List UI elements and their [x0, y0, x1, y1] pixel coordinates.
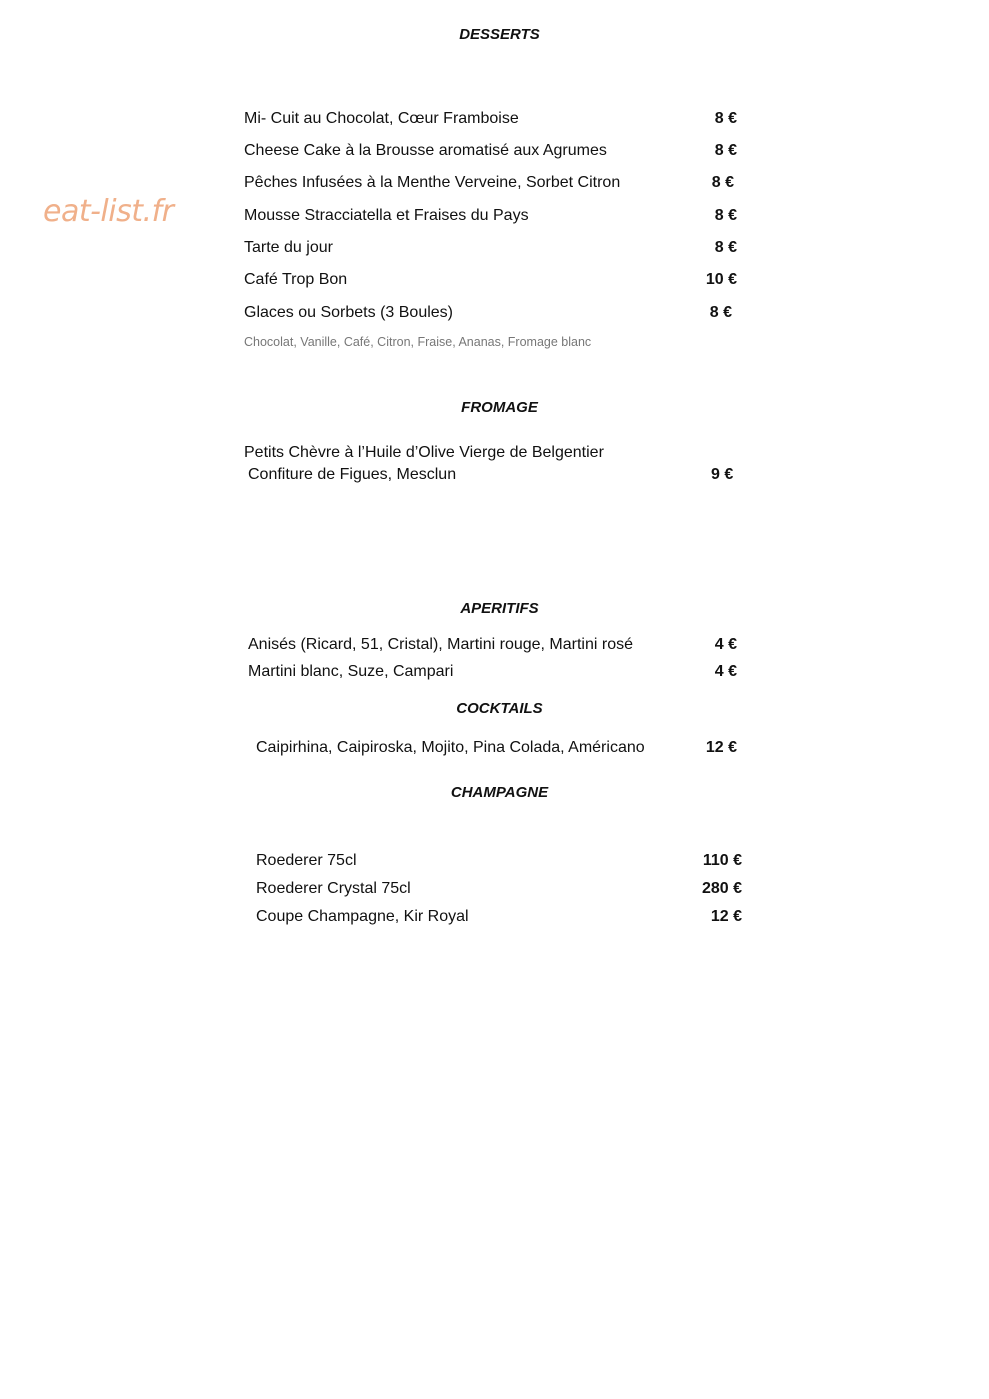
item-name: Pêches Infusées à la Menthe Verveine, Sorbet Citron: [244, 174, 621, 191]
menu-item: [248, 661, 744, 683]
item-name: Mousse Stracciatella et Fraises du Pays: [244, 207, 529, 224]
item-price: 8 €: [714, 207, 737, 224]
item-name: Roederer 75cl: [256, 852, 357, 869]
item-price: 8 €: [714, 142, 737, 159]
item-price: 12 €: [710, 908, 742, 925]
menu-item: [244, 172, 744, 194]
item-price: 8 €: [711, 174, 734, 191]
fromage-price: 9 €: [711, 466, 734, 483]
cocktails-title: COCKTAILS: [456, 700, 543, 717]
item-price: 4 €: [714, 636, 737, 653]
item-price: 8 €: [714, 239, 737, 256]
item-name: Martini blanc, Suze, Campari: [248, 663, 454, 680]
item-name: Glaces ou Sorbets (3 Boules): [244, 304, 453, 321]
item-price: 4 €: [714, 663, 737, 680]
item-price: 8 €: [714, 110, 737, 127]
item-price: 110 €: [702, 852, 742, 869]
fromage-description-line2: Confiture de Figues, Mesclun: [248, 466, 457, 483]
menu-item: [244, 140, 744, 162]
item-name: Tarte du jour: [244, 239, 333, 256]
champagne-title: CHAMPAGNE: [450, 784, 549, 801]
item-name: Roederer Crystal 75cl: [256, 880, 411, 897]
menu-item: [256, 878, 749, 900]
menu-item: [248, 634, 744, 656]
menu-item: [256, 906, 749, 928]
ice-cream-flavours-note: Chocolat, Vanille, Café, Citron, Fraise, Ananas, Fromage blanc: [244, 335, 592, 349]
item-price: 10 €: [705, 271, 737, 288]
item-name: Mi- Cuit au Chocolat, Cœur Framboise: [244, 110, 519, 127]
watermark-logo: eat-list.fr: [43, 194, 174, 229]
item-price: 12 €: [705, 739, 737, 756]
menu-item: [256, 737, 744, 759]
menu-item: [244, 237, 744, 259]
item-price: 280 €: [701, 880, 742, 897]
aperitifs-title: APERITIFS: [460, 600, 539, 617]
item-name: Café Trop Bon: [244, 271, 348, 288]
fromage-description-line1: Petits Chèvre à l’Huile d’Olive Vierge de Belgentier: [244, 444, 604, 461]
menu-item: [256, 850, 749, 872]
item-name: Anisés (Ricard, 51, Cristal), Martini rouge, Martini rosé: [248, 636, 634, 653]
desserts-title: DESSERTS: [459, 26, 540, 43]
menu-item: [244, 205, 744, 227]
menu-item: [244, 108, 744, 130]
menu-item: [244, 302, 744, 324]
item-name: Coupe Champagne, Kir Royal: [256, 908, 469, 925]
menu-item: [244, 269, 744, 291]
item-name: Caipirhina, Caipiroska, Mojito, Pina Colada, Américano: [256, 739, 645, 756]
fromage-title: FROMAGE: [461, 399, 538, 416]
item-name: Cheese Cake à la Brousse aromatisé aux Agrumes: [244, 142, 607, 159]
item-price: 8 €: [709, 304, 732, 321]
